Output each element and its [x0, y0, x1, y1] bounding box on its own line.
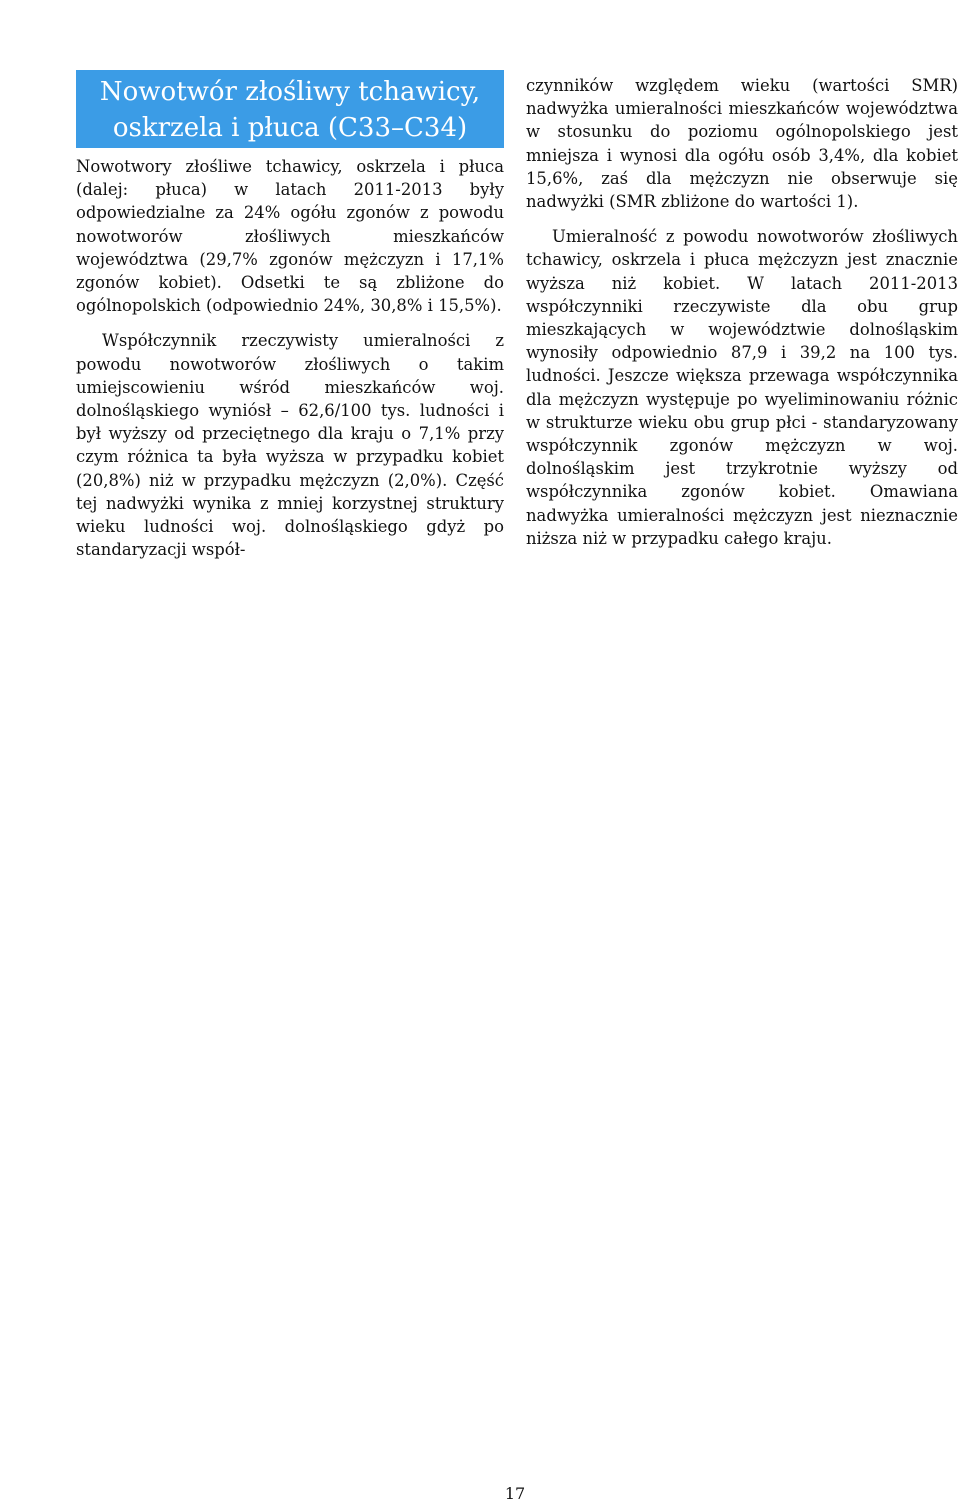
right-paragraph-2: Umieralność z powodu nowotworów złośliwych tchawicy, oskrzela i płuca mężczyzn jest znacznie wyższa niż kobiet. W latach 2011-2013 współczynniki rzeczywiste dla obu grup mieszkających w województwie dolnośląskim wynosiły odpowiednio 87,9 i 39,2 na 100 tys. ludności. Jeszcze większa przewaga współczynnika dla mężczyzn występuje po wyeliminowaniu różnic w strukturze wieku obu grup płci - standaryzowany współczynnik zgonów mężczyzn w woj. dolnośląskim jest trzykrotnie wyższy od współczynnika zgonów kobiet. Omawiana nadwyżka umieralności mężczyzn jest nieznacznie niższa niż w przypadku całego kraju.	[526, 227, 958, 548]
section-title-line-2: oskrzela i płuca (C33–C34)	[112, 113, 468, 143]
right-column	[526, 74, 958, 550]
section-title-box	[76, 70, 504, 148]
left-column	[76, 155, 504, 561]
left-paragraph-1: Nowotwory złośliwe tchawicy, oskrzela i płuca (dalej: płuca) w latach 2011-2013 były odpowiedzialne za 24% ogółu zgonów z powodu nowotworów złośliwych mieszkańców województwa (29,7% zgonów mężczyzn i 17,1% zgonów kobiet). Odsetki te są zbliżone do ogólnopolskich (odpowiednio 24%, 30,8% i 15,5%).	[76, 157, 504, 316]
left-paragraph-2: Współczynnik rzeczywisty umieralności z powodu nowotworów złośliwych o takim umiejscowieniu wśród mieszkańców woj. dolnośląskiego wyniósł – 62,6/100 tys. ludności i był wyższy od przeciętnego dla kraju o 7,1% przy czym różnica ta była wyższa w przypadku kobiet (20,8%) niż w przypadku mężczyzn (2,0%). Część tej nadwyżki wynika z mniej korzystnej struktury wieku ludności woj. dolnośląskiego gdyż po standaryzacji współ-	[76, 331, 504, 560]
section-title-line-1: Nowotwór złośliwy tchawicy,	[99, 77, 481, 107]
right-paragraph-1: czynników względem wieku (wartości SMR) nadwyżka umieralności mieszkańców województwa w stosunku do poziomu ogólnopolskiego jest mniejsza i wynosi dla ogółu osób 3,4%, dla kobiet 15,6%, zaś dla mężczyzn nie obserwuje się nadwyżki (SMR zbliżone do wartości 1).	[526, 76, 958, 212]
page-number: 17	[504, 1484, 526, 1503]
